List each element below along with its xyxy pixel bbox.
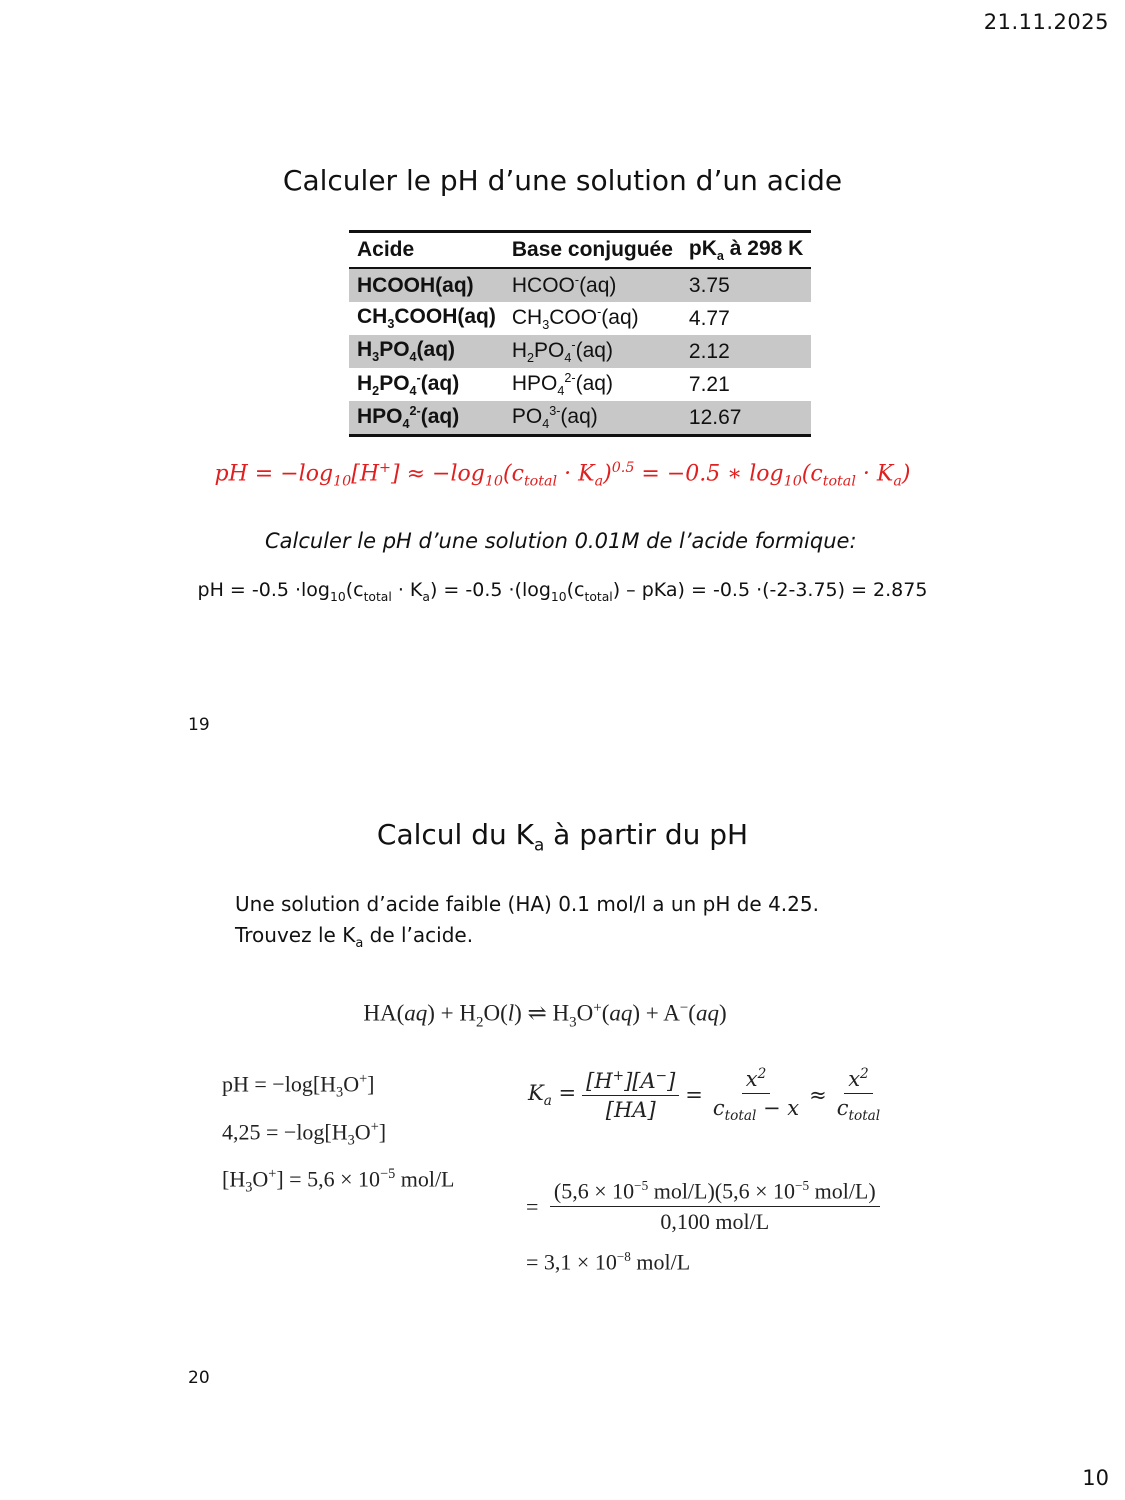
example-question: Calculer le pH d’une solution 0.01M de l’acide formique: [265,529,857,553]
problem-statement [235,889,819,959]
base-cell: $H_2PO_4^-(aq)$ [504,335,681,368]
slide20-title: Calcul du $K_a$ à partir du pH [376,818,749,855]
table-row [349,401,811,436]
base-cell: $PO_4^{3-}(aq)$ [504,401,681,436]
slide19-number: 19 [188,715,210,735]
ka-expression: $K_a$ = $\frac{[H^+][A^-]}{[HA]}$ = $\frac{x^2}{c_{total} - x}$ ≈ $\frac{x^2}{c_{total}}$ [528,1066,881,1125]
acid-cell: $CH_3COOH(aq)$ [357,305,496,332]
acid-cell: $H_2PO_4^-(aq)$ [357,370,460,399]
acid-cell: HCOOH(aq) [349,268,504,302]
ph-calculation: pH = $-0.5 \cdot\log_{10}(c_{total} \cdot K_a) = -0.5 \cdot(\log_{10}(c_{total}) - pKa) = -0.5 \cdot(-2-3.75) = 2.875$ [197,579,928,604]
table-row [349,335,811,368]
acid-cell: $H_3PO_4(aq)$ [349,335,504,368]
header-pka: $pK_a$ à 298 K [681,232,811,269]
pka-table [349,230,811,437]
pka-cell: 12.67 [681,401,811,436]
slide19-title: Calculer le pH d’une solution d’un acide [282,164,843,197]
document-date: 21.11.2025 [983,10,1109,34]
step-2: $4,25 = -\log[H_3O^+]$ [222,1118,387,1149]
problem-line-2: Trouvez le $K_a$ de l’acide. [235,923,474,951]
slide20-number: 20 [188,1368,210,1388]
base-cell: HCOO-(aq) [504,268,681,302]
pka-cell: 3.75 [681,268,811,302]
table-row [349,368,811,401]
ka-substitution: = $\frac{(5,6 \times 10^{-5} mol/L)(5,6 \times 10^{-5} mol/L)}{\text{0,100 mol/L}}$ [526,1178,886,1235]
pka-cell: 2.12 [681,335,811,368]
base-cell: $HPO_4^{2-}(aq)$ [511,370,613,399]
ka-numeric-result [526,1178,886,1276]
table-row [349,302,811,335]
header-base: Base conjuguée [504,232,681,269]
pka-cell: 4.77 [688,306,730,330]
pka-cell: 7.21 [688,372,730,396]
acid-cell: $HPO_4^{2-}(aq)$ [349,401,504,436]
problem-line-1: Une solution d’acide faible (HA) 0.1 mol/l a un pH de 4.25. [235,892,819,916]
ka-final: = $3,1 \times 10^{-8}$ mol/L [526,1249,691,1275]
table-row [349,268,811,302]
base-cell: $CH_3COO^-(aq)$ [511,304,639,333]
step-3: $[H_3O^+] = 5,6 \times 10^{-5}$ mol/L [222,1166,455,1197]
step-1: pH = $-\log[H_3O^+]$ [222,1071,375,1101]
ph-to-h3o-steps [222,1062,455,1205]
table-header-row [349,232,811,269]
header-acid: Acide [349,232,504,269]
equilibrium-reaction: $HA(aq) + H_2O(l)$ ⇌ $H_3O^+(aq) + A^-(aq)$ [363,1000,727,1031]
ph-formula: pH = $-\log_{10}[H^+] \approx -\log_{10}(c_{total} \cdot K_a)^{0.5} = -0.5$ ∗ $\log_{10}(c_{total} \cdot K_a)$ [214,460,911,490]
page-number: 10 [1082,1466,1109,1490]
